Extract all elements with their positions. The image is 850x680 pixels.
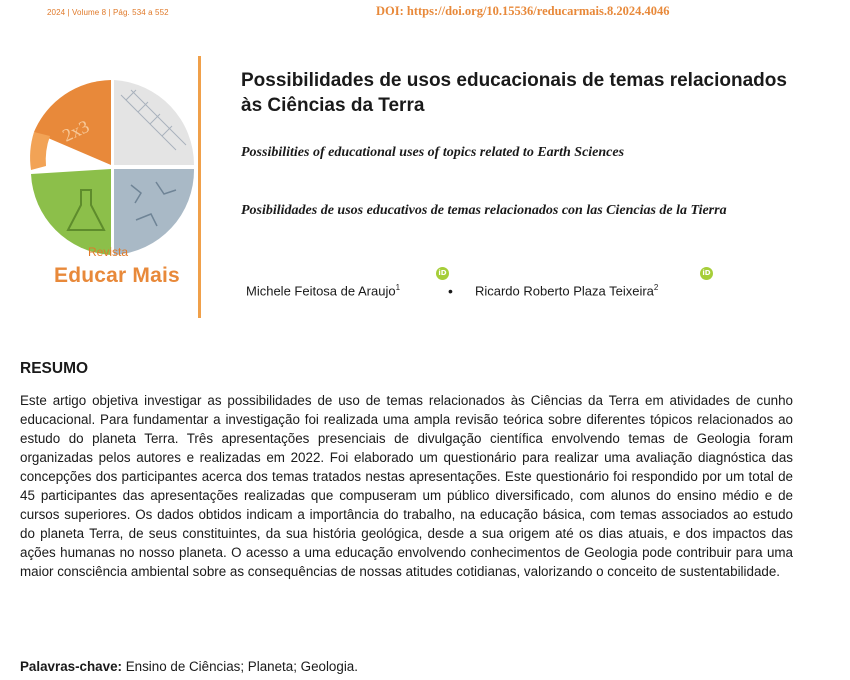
keywords-line bbox=[20, 659, 358, 674]
journal-logo bbox=[26, 70, 196, 295]
author-2 bbox=[474, 269, 711, 299]
orcid-icon[interactable]: iD bbox=[436, 267, 449, 280]
author-1 bbox=[246, 269, 447, 299]
logo-revista-label: Revista bbox=[88, 245, 129, 259]
vertical-divider bbox=[198, 56, 201, 318]
logo-orange-swoosh bbox=[30, 132, 50, 170]
authors-line bbox=[246, 269, 711, 299]
logo-journal-name: Educar Mais bbox=[54, 264, 180, 287]
svg-text:2x3: 2x3 bbox=[59, 116, 93, 146]
logo-gray-quadrant bbox=[114, 80, 194, 165]
logo-green-quadrant bbox=[31, 169, 111, 255]
author-2-affiliation: 2 bbox=[653, 283, 659, 292]
keywords-label: Palavras-chave: bbox=[20, 659, 122, 674]
abstract-heading: RESUMO bbox=[20, 360, 89, 377]
abstract-text: Este artigo objetiva investigar as possibilidades de uso de temas relacionados às Ciências da Terra em atividades de cunho educacional. Para fundamentar a investigação foi realizada uma ampla revisão teórica sobre diferentes tópicos relacionados ao estudo do planeta Terra. Três apresentações presenciais de divulgação científica envolvendo temas de Geologia foram organizadas pelos autores e realizadas em 2022. Foi elaborado um questionário para realizar uma avaliação diagnóstica das concepções dos participantes acerca dos temas tratados nestas apresentações. Este questionário foi respondido por um total de 45 participantes das apresentações realizadas que compuseram um público diversificado, com alunos do ensino médio e de cursos superiores. Os dados obtidos indicam a importância do trabalho, na educação básica, com temas associados ao estudo do planeta Terra, de seus constituintes, da sua história geológica, desde a sua origem até os dias atuais, e dos impactos das ações humanas no nosso planeta. O acesso a uma educação envolvendo conhecimentos de Geologia pode contribuir para uma maior consciência ambiental sobre as consequências de nossas atitudes cotidianas, valorizando o conceito de sustentabilidade. bbox=[20, 393, 793, 579]
orcid-icon[interactable]: iD bbox=[700, 267, 713, 280]
keywords-value: Ensino de Ciências; Planeta; Geologia. bbox=[122, 659, 358, 674]
logo-bluegray-quadrant bbox=[114, 169, 194, 255]
doi-link[interactable]: DOI: https://doi.org/10.15536/reducarmais.8.2024.4046 bbox=[376, 4, 670, 18]
author-1-name: Michele Feitosa de Araujo bbox=[246, 283, 396, 299]
journal-meta: 2024 | Volume 8 | Pág. 534 a 552 bbox=[47, 8, 169, 17]
author-1-affiliation: 1 bbox=[395, 283, 401, 292]
author-2-name: Ricardo Roberto Plaza Teixeira bbox=[474, 283, 654, 299]
title-spanish: Posibilidades de usos educativos de temas relacionados con las Ciencias de la Tierra bbox=[241, 203, 727, 218]
author-separator: • bbox=[448, 283, 453, 299]
title-portuguese: Possibilidades de usos educacionais de temas relacionados às Ciências da Terra bbox=[241, 70, 787, 116]
title-english: Possibilities of educational uses of topics related to Earth Sciences bbox=[241, 145, 625, 160]
